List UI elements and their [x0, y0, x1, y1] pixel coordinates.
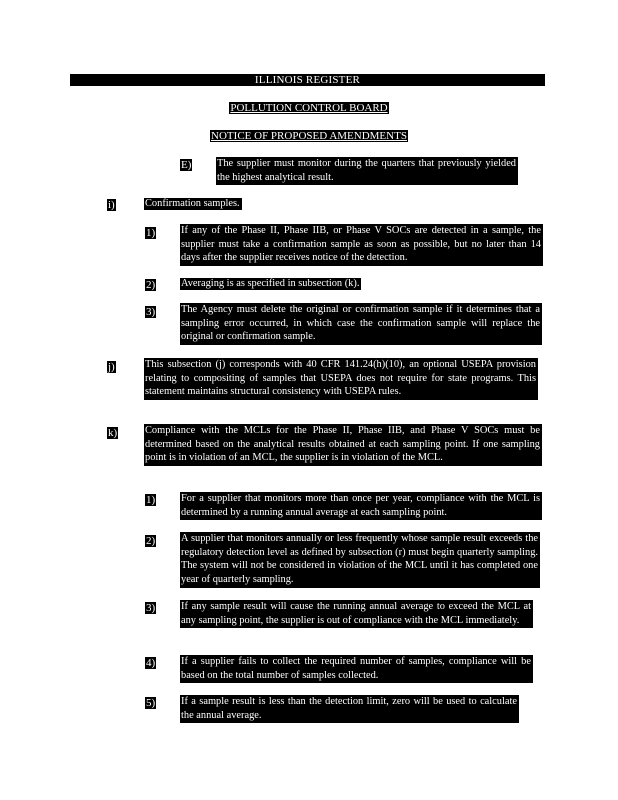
item-i1-label: 1) — [146, 227, 156, 239]
item-i2-label: 2) — [146, 279, 156, 291]
item-k3-label: 3) — [146, 602, 156, 614]
item-k5-label: 5) — [146, 697, 156, 709]
item-i-heading — [144, 197, 242, 211]
item-k5-text: If a sample result is less than the detection limit, zero will be used to calculate the annual average. — [180, 695, 519, 723]
board-title — [0, 102, 618, 114]
item-k2-text: A supplier that monitors annually or less frequently whose sample result exceeds the regulatory detection level as defined by subsection (r) must begin quarterly sampling. The system will not be considered in violation of the MCL until it has completed one year of quarterly sampling. — [180, 532, 540, 588]
item-i3-text: The Agency must delete the original or confirmation sample if it determines that a sampling error occurred, in which case the confirmation sample will replace the original or confirmation sample. — [180, 303, 542, 345]
register-header: ILLINOIS REGISTER — [70, 74, 545, 86]
item-k4-label: 4) — [146, 657, 156, 669]
item-i1-text: If any of the Phase II, Phase IIB, or Phase V SOCs are detected in a sample, the supplier must take a confirmation sample as soon as possible, but no later than 14 days after the supplier receives notice of the detection. — [180, 224, 543, 266]
item-i-heading-text: Confirmation samples. — [145, 198, 240, 209]
item-k-label: k) — [108, 427, 118, 439]
item-j-text: This subsection (j) corresponds with 40 CFR 141.24(h)(10), an optional USEPA provision relating to compositing of samples that USEPA does not require for state programs. This statement maintains structural consistency with USEPA rules. — [144, 358, 538, 400]
item-k2-label: 2) — [146, 535, 156, 547]
item-i3-label: 3) — [146, 306, 156, 318]
item-i2 — [180, 277, 361, 291]
item-j-label: j) — [108, 361, 115, 373]
item-k3-text: If any sample result will cause the running annual average to exceed the MCL at any sampling point, the supplier is out of compliance with the MCL immediately. — [180, 600, 533, 628]
item-k4-text: If a supplier fails to collect the required number of samples, compliance will be based on the total number of samples collected. — [180, 655, 533, 683]
item-e-label: E) — [181, 159, 192, 171]
item-e-text: The supplier must monitor during the quarters that previously yielded the highest analytical result. — [216, 157, 518, 185]
item-i2-text: Averaging is as specified in subsection (k). — [181, 278, 360, 289]
notice-title — [0, 130, 618, 142]
notice-title-text: NOTICE OF PROPOSED AMENDMENTS — [211, 130, 407, 142]
item-k1-text: For a supplier that monitors more than once per year, compliance with the MCL is determined by a running annual average at each sampling point. — [180, 492, 542, 520]
item-i-label: i) — [108, 199, 115, 211]
item-k1-label: 1) — [146, 494, 156, 506]
item-k-text: Compliance with the MCLs for the Phase II, Phase IIB, and Phase V SOCs must be determined based on the analytical results obtained at each sampling point. If one sampling point is in violation of an MCL, the supplier is in violation of the MCL. — [144, 424, 542, 466]
board-title-text: POLLUTION CONTROL BOARD — [230, 102, 388, 114]
